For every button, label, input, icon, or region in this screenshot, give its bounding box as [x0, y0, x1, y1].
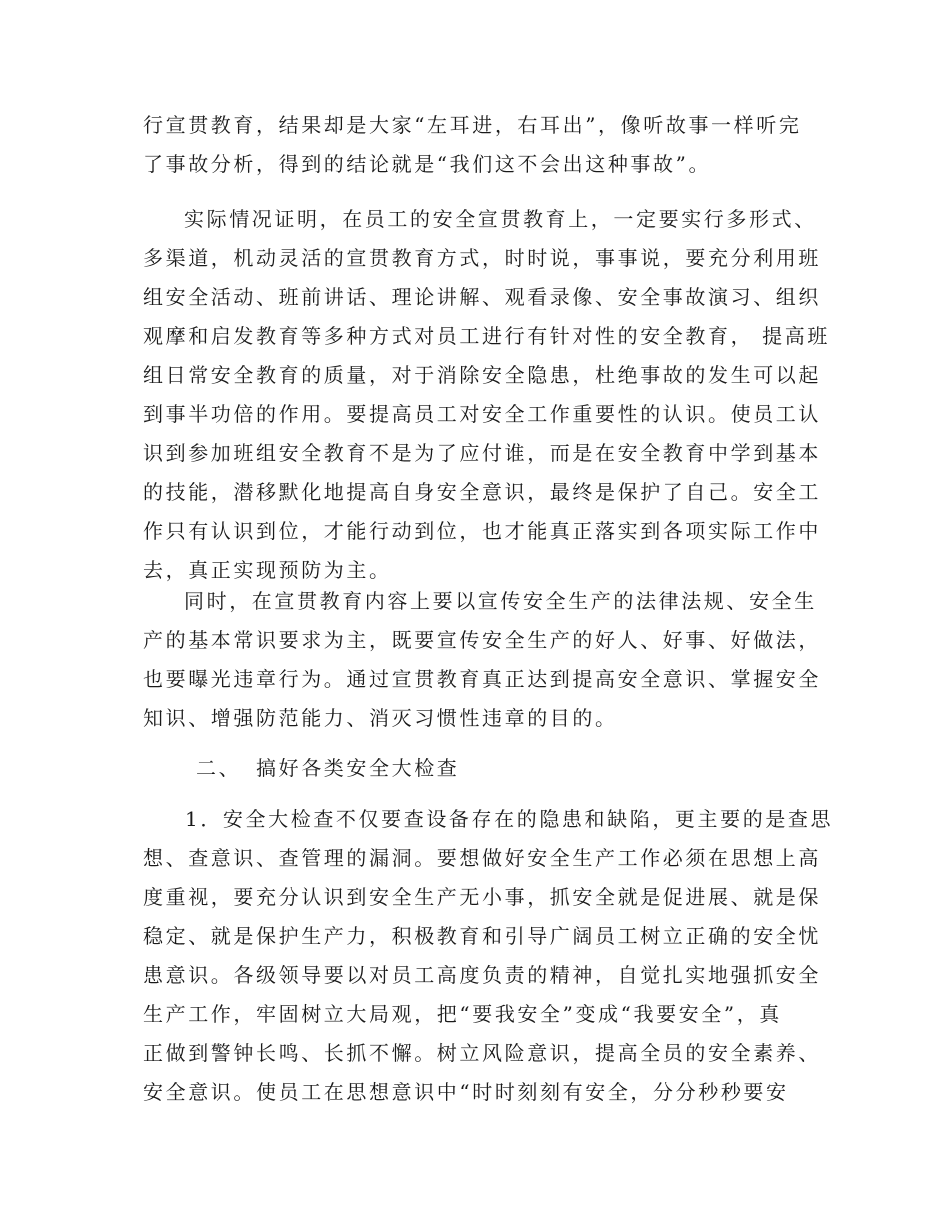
list-item-line: 稳定、就是保护生产力，积极教育和引导广阔员工树立正确的安全忧: [143, 924, 821, 948]
paragraph-line: 了事故分析，得到的结论就是“我们这不会出这种事故”。: [143, 152, 712, 176]
section-number: 二、: [196, 756, 242, 780]
section-heading: [143, 749, 823, 788]
paragraph-line: 作只有认识到位，才能行动到位，也才能真正落实到各项实际工作中: [143, 519, 821, 543]
section-title: 搞好各类安全大检查: [256, 756, 460, 780]
paragraph-2: [143, 200, 830, 590]
list-item-line: 患意识。各级领导要以对员工高度负责的精神，自觉扎实地强抓安全: [143, 963, 821, 987]
paragraph-line: 识到参加班组安全教育不是为了应付谁，而是在安全教育中学到基本: [143, 441, 821, 465]
paragraph-line: 同时，在宣贯教育内容上要以宣传安全生产的法律法规、安全生: [184, 589, 817, 613]
list-item-line: 生产工作，牢固树立大局观，把“要我安全”变成“我要安全”，真: [143, 1002, 782, 1026]
paragraph-1: [143, 106, 823, 184]
paragraph-line: 行宣贯教育，结果却是大家“左耳进，右耳出”，像听故事一样听完: [143, 113, 802, 137]
paragraph-line: 产的基本常识要求为主，既要宣传安全生产的好人、好事、好做法，: [143, 628, 821, 652]
list-item-line: 度重视，要充分认识到安全生产无小事，抓安全就是促进展、就是保: [143, 885, 821, 909]
list-item-1: [143, 800, 834, 1112]
paragraph-3: [143, 582, 823, 738]
paragraph-line: 也要曝光违章行为。通过宣贯教育真正达到提高安全意识、掌握安全: [143, 667, 821, 691]
paragraph-line: 实际情况证明，在员工的安全宣贯教育上，一定要实行多形式、: [184, 207, 817, 231]
paragraph-line: 去，真正实现预防为主。: [143, 558, 392, 582]
paragraph-line: 到事半功倍的作用。要提高员工对安全工作重要性的认识。使员工认: [143, 402, 821, 426]
list-item-line: 1．安全大检查不仅要查设备存在的隐患和缺陷，更主要的是查思: [185, 807, 834, 831]
list-item-line: 想、查意识、查管理的漏洞。要想做好安全生产工作必须在思想上高: [143, 846, 821, 870]
paragraph-line: 多渠道，机动灵活的宣贯教育方式，时时说，事事说，要充分利用班: [143, 246, 821, 270]
paragraph-line: 组安全活动、班前讲话、理论讲解、观看录像、安全事故演习、组织: [143, 285, 821, 309]
paragraph-line: 观摩和启发教育等多种方式对员工进行有针对性的安全教育， 提高班: [143, 324, 830, 348]
list-item-line: 安全意识。使员工在思想意识中“时时刻刻有安全，分分秒秒要安: [143, 1080, 789, 1104]
list-item-line: 正做到警钟长鸣、长抓不懈。树立风险意识，提高全员的安全素养、: [143, 1041, 821, 1065]
paragraph-line: 的技能，潜移默化地提高自身安全意识，最终是保护了自己。安全工: [143, 480, 821, 504]
paragraph-line: 知识、增强防范能力、消灭习惯性违章的目的。: [143, 706, 618, 730]
paragraph-line: 组日常安全教育的质量，对于消除安全隐患，杜绝事故的发生可以起: [143, 363, 821, 387]
